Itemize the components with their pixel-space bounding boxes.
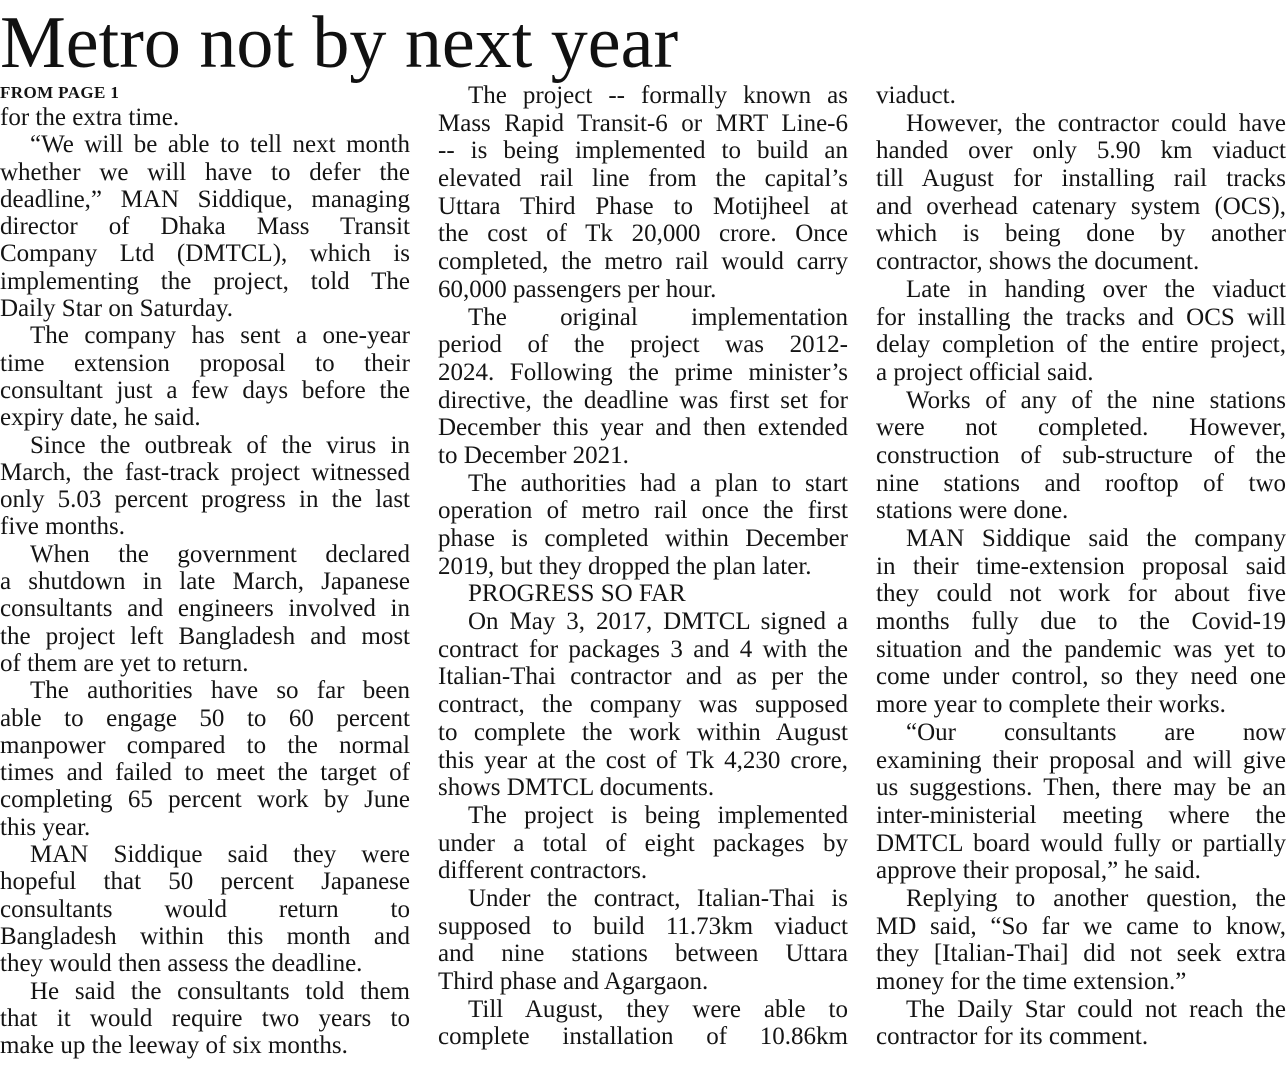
paragraph (438, 470, 848, 581)
text-line: “Our consultants are now (906, 718, 1286, 746)
text-line: The project -- formally known as (468, 82, 848, 109)
text-line: they would then assess the deadline. (0, 950, 363, 978)
text-line: times and failed to meet the target of (0, 759, 410, 787)
text-line: time extension proposal to their (0, 349, 410, 377)
paragraph (0, 677, 410, 841)
text-line: able to engage 50 to 60 percent (0, 704, 410, 732)
paragraph (876, 525, 1286, 719)
text-line: Uttara Third Phase to Motijheel at (438, 192, 848, 220)
text-line: implementing the project, told The (0, 267, 410, 295)
article-column-3 (876, 82, 1286, 1051)
text-line: in their time-extension proposal said (876, 552, 1286, 580)
text-line: hopeful that 50 percent Japanese (0, 868, 410, 896)
text-line: come under control, so they need one (876, 663, 1286, 691)
text-line: 2024. Following the prime minister’s (438, 358, 848, 386)
text-line: us suggestions. Then, there may be an (876, 774, 1286, 802)
text-line: elevated rail line from the capital’s (438, 165, 848, 193)
text-line: complete installation of 10.86km (438, 1023, 848, 1051)
article-column-2 (438, 82, 848, 1051)
text-line: different contractors. (438, 857, 648, 885)
paragraph (876, 387, 1286, 525)
text-line: contractor, shows the document. (876, 248, 1200, 276)
paragraph (438, 996, 848, 1051)
paragraph (0, 541, 410, 677)
text-line: Till August, they were able to (468, 995, 848, 1023)
text-line: they [Italian-Thai] did not seek extra (876, 940, 1286, 968)
text-line: PROGRESS SO FAR (468, 580, 686, 608)
text-line: MD said, “So far we came to know, (876, 912, 1286, 940)
text-line: five months. (0, 513, 125, 541)
text-line: the cost of Tk 20,000 crore. Once (438, 220, 848, 248)
text-line: When the government declared (30, 540, 410, 568)
text-line: March, the fast-track project witnessed (0, 458, 410, 486)
text-line: -- is being implemented to build an (438, 137, 848, 165)
text-line: this year at the cost of Tk 4,230 crore, (438, 746, 848, 774)
text-line: However, the contractor could have (906, 109, 1286, 137)
text-line: were not completed. However, (876, 414, 1286, 442)
text-line: more year to complete their works. (876, 691, 1226, 719)
text-line: approve their proposal,” he said. (876, 857, 1201, 885)
text-line: consultant just a few days before the (0, 376, 410, 404)
text-line: of them are yet to return. (0, 649, 249, 677)
text-line: Bangladesh within this month and (0, 922, 410, 950)
text-line: to complete the work within August (438, 718, 848, 746)
paragraph (438, 885, 848, 996)
text-line: Daily Star on Saturday. (0, 295, 234, 323)
text-line: Italian-Thai contractor and as per the (438, 663, 848, 691)
text-line: deadline,” MAN Siddique, managing (0, 185, 410, 213)
text-line: under a total of eight packages by (438, 829, 848, 857)
text-line: whether we will have to defer the (0, 158, 410, 186)
text-line: MAN Siddique said they were (30, 841, 410, 869)
paragraph (438, 82, 848, 304)
text-line: consultants would return to (0, 895, 410, 923)
text-line: handed over only 5.90 km viaduct (876, 137, 1286, 165)
text-line: inter-ministerial meeting where the (876, 801, 1286, 829)
text-line: a shutdown in late March, Japanese (0, 568, 410, 596)
paragraph (876, 82, 1286, 110)
text-line: for installing the tracks and OCS will (876, 303, 1286, 331)
text-line: completed, the metro rail would carry (438, 248, 848, 276)
paragraph (876, 719, 1286, 885)
text-line: the project left Bangladesh and most (0, 622, 410, 650)
paragraph (876, 276, 1286, 387)
text-line: contractor for its comment. (876, 1023, 1149, 1051)
text-line: expiry date, he said. (0, 404, 201, 432)
paragraph (0, 131, 410, 322)
text-line: contract, the company was supposed (438, 691, 848, 719)
text-line: for the extra time. (0, 104, 180, 131)
paragraph (0, 104, 410, 131)
subhead (438, 580, 848, 608)
text-line: situation and the pandemic was yet to (876, 635, 1286, 663)
text-line: December this year and then extended (438, 414, 848, 442)
text-line: and overhead catenary system (OCS), (876, 192, 1286, 220)
text-line: operation of metro rail once the first (438, 497, 848, 525)
text-line: construction of sub-structure of the (876, 441, 1286, 469)
paragraph (0, 432, 410, 541)
text-line: The original implementation (468, 303, 848, 331)
paragraph (438, 802, 848, 885)
headline: Metro not by next year (0, 2, 679, 84)
paragraph (438, 608, 848, 802)
text-line: only 5.03 percent progress in the last (0, 486, 410, 514)
text-line: supposed to build 11.73km viaduct (438, 912, 848, 940)
jump-label: FROM PAGE 1 (0, 83, 120, 102)
text-line: DMTCL board would fully or partially (876, 829, 1286, 857)
text-line: viaduct. (876, 82, 956, 109)
text-line: this year. (0, 813, 91, 841)
text-line: Company Ltd (DMTCL), which is (0, 240, 410, 268)
paragraph (0, 322, 410, 431)
text-line: to December 2021. (438, 441, 629, 469)
text-line: MAN Siddique said the company (906, 525, 1286, 552)
text-line: The authorities had a plan to start (468, 469, 848, 497)
text-line: Late in handing over the viaduct (906, 275, 1286, 303)
text-line: The Daily Star could not reach the (906, 995, 1286, 1023)
text-line: money for the time extension.” (876, 968, 1187, 995)
text-line: He said the consultants told them (30, 977, 410, 1005)
text-line: make up the leeway of six months. (0, 1032, 348, 1060)
text-line: Replying to another question, the (906, 884, 1286, 912)
paragraph (876, 885, 1286, 996)
article-column-1 (0, 104, 410, 1059)
text-line: period of the project was 2012- (438, 331, 848, 359)
text-line: nine stations and rooftop of two (876, 469, 1286, 497)
text-line: 2019, but they dropped the plan later. (438, 552, 812, 580)
text-line: directive, the deadline was first set for (438, 386, 848, 414)
text-line: Since the outbreak of the virus in (30, 431, 410, 459)
text-line: director of Dhaka Mass Transit (0, 213, 410, 241)
text-line: 60,000 passengers per hour. (438, 275, 717, 303)
text-line: On May 3, 2017, DMTCL signed a (468, 608, 848, 636)
paragraph (876, 110, 1286, 276)
text-line: The project is being implemented (468, 801, 848, 829)
text-line: shows DMTCL documents. (438, 774, 715, 802)
text-line: Under the contract, Italian-Thai is (468, 884, 848, 912)
text-line: which is being done by another (876, 220, 1286, 248)
text-line: phase is completed within December (438, 525, 848, 552)
text-line: Mass Rapid Transit-6 or MRT Line-6 (438, 109, 848, 137)
text-line: and nine stations between Uttara (438, 940, 848, 968)
text-line: The authorities have so far been (30, 677, 410, 705)
text-line: till August for installing rail tracks (876, 165, 1286, 193)
text-line: The company has sent a one-year (30, 322, 410, 350)
text-line: examining their proposal and will give (876, 746, 1286, 774)
text-line: manpower compared to the normal (0, 731, 410, 759)
text-line: a project official said. (876, 358, 1094, 386)
text-line: stations were done. (876, 497, 1069, 525)
paragraph (0, 978, 410, 1060)
text-line: that it would require two years to (0, 1004, 410, 1032)
text-line: completing 65 percent work by June (0, 786, 410, 814)
text-line: “We will be able to tell next month (30, 131, 410, 159)
text-line: months fully due to the Covid-19 (876, 608, 1286, 636)
text-line: Third phase and Agargaon. (438, 968, 709, 995)
text-line: they could not work for about five (876, 580, 1286, 608)
paragraph (0, 841, 410, 977)
text-line: contract for packages 3 and 4 with the (438, 635, 848, 663)
text-line: delay completion of the entire project, (876, 331, 1286, 359)
paragraph (438, 304, 848, 470)
text-line: Works of any of the nine stations (906, 386, 1286, 414)
paragraph (876, 996, 1286, 1051)
text-line: consultants and engineers involved in (0, 595, 410, 623)
